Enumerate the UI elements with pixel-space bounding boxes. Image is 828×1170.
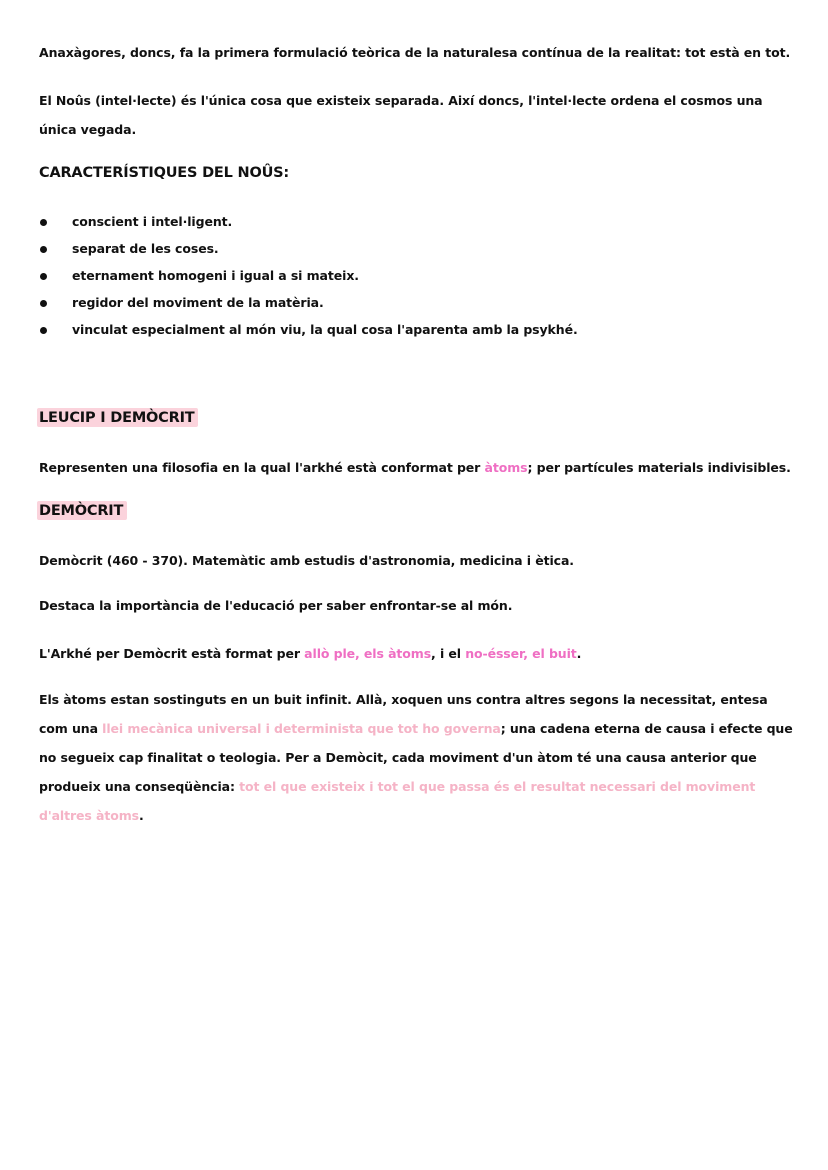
heading-democrit bbox=[39, 503, 799, 519]
paragraph-arkhe-text-after: . bbox=[576, 646, 582, 661]
list-item bbox=[39, 316, 799, 343]
bullet-icon bbox=[40, 219, 47, 226]
paragraph-atoms-text-3: . bbox=[138, 808, 144, 823]
paragraph-anaxagores bbox=[39, 38, 799, 67]
paragraph-leucip-text-after: ; per partícules materials indivisibles. bbox=[527, 460, 791, 475]
paragraph-atoms-text-1: Els àtoms estan sostinguts en un buit infinit. Allà, xoquen uns contra altres segons la necessitat, entesa com una bbox=[39, 692, 768, 736]
paragraph-arkhe-text-before: L'Arkhé per Demòcrit està format per bbox=[39, 646, 305, 661]
paragraph-leucip bbox=[39, 453, 799, 482]
bullet-icon bbox=[40, 273, 47, 280]
paragraph-anaxagores-text: Anaxàgores, doncs, fa la primera formulació teòrica de la naturalesa contínua de la realitat: tot està en tot. bbox=[39, 45, 791, 60]
list-item bbox=[39, 235, 799, 262]
heading-nous-characteristics bbox=[39, 165, 799, 181]
bullet-icon bbox=[40, 300, 47, 307]
paragraph-arkhe bbox=[39, 639, 799, 668]
highlight-atoms: àtoms bbox=[484, 460, 528, 475]
heading-democrit-text: DEMÒCRIT bbox=[37, 501, 127, 520]
paragraph-democrit-dates bbox=[39, 546, 799, 575]
paragraph-nous bbox=[39, 86, 799, 144]
paragraph-education bbox=[39, 591, 799, 620]
paragraph-nous-text: El Noûs (intel·lecte) és l'única cosa que existeix separada. Així doncs, l'intel·lecte ordena el cosmos una única vegada. bbox=[39, 93, 763, 137]
paragraph-atoms-text-2: ; una cadena eterna de causa i efecte que no segueix cap finalitat o teologia. Per a Demòcit, cada moviment d'un àtom té una causa anterior que produeix una conseqüència: bbox=[39, 721, 793, 794]
list-item-text: eternament homogeni i igual a si mateix. bbox=[72, 268, 359, 283]
highlight-necessary-result: tot el que existeix i tot el que passa és el resultat necessari del moviment d'altres àtoms bbox=[39, 779, 756, 823]
paragraph-arkhe-text-middle: , i el bbox=[431, 646, 466, 661]
highlight-void: no-ésser, el buit bbox=[465, 646, 577, 661]
list-item-text: separat de les coses. bbox=[72, 241, 219, 256]
heading-nous-characteristics-text: CARACTERÍSTIQUES DEL NOÛS: bbox=[39, 165, 289, 181]
list-item bbox=[39, 262, 799, 289]
list-item bbox=[39, 289, 799, 316]
bullet-icon bbox=[40, 327, 47, 334]
list-item-text: conscient i intel·ligent. bbox=[72, 214, 233, 229]
paragraph-education-text: Destaca la importància de l'educació per saber enfrontar-se al món. bbox=[39, 598, 513, 613]
paragraph-democrit-dates-text: Demòcrit (460 - 370). Matemàtic amb estudis d'astronomia, medicina i ètica. bbox=[39, 553, 574, 568]
paragraph-leucip-text-before: Representen una filosofia en la qual l'arkhé està conformat per bbox=[39, 460, 485, 475]
heading-leucip-democrit bbox=[39, 410, 799, 426]
highlight-mechanical-law: llei mecànica universal i determinista que tot ho governa bbox=[102, 721, 501, 736]
bullet-icon bbox=[40, 246, 47, 253]
list-item-text: regidor del moviment de la matèria. bbox=[72, 295, 324, 310]
heading-leucip-democrit-text: LEUCIP I DEMÒCRIT bbox=[37, 408, 198, 427]
nous-characteristics-list bbox=[39, 208, 799, 343]
list-item-text: vinculat especialment al món viu, la qual cosa l'aparenta amb la psykhé. bbox=[72, 322, 578, 337]
highlight-full-atoms: allò ple, els àtoms bbox=[304, 646, 432, 661]
list-item bbox=[39, 208, 799, 235]
paragraph-atoms bbox=[39, 685, 799, 830]
